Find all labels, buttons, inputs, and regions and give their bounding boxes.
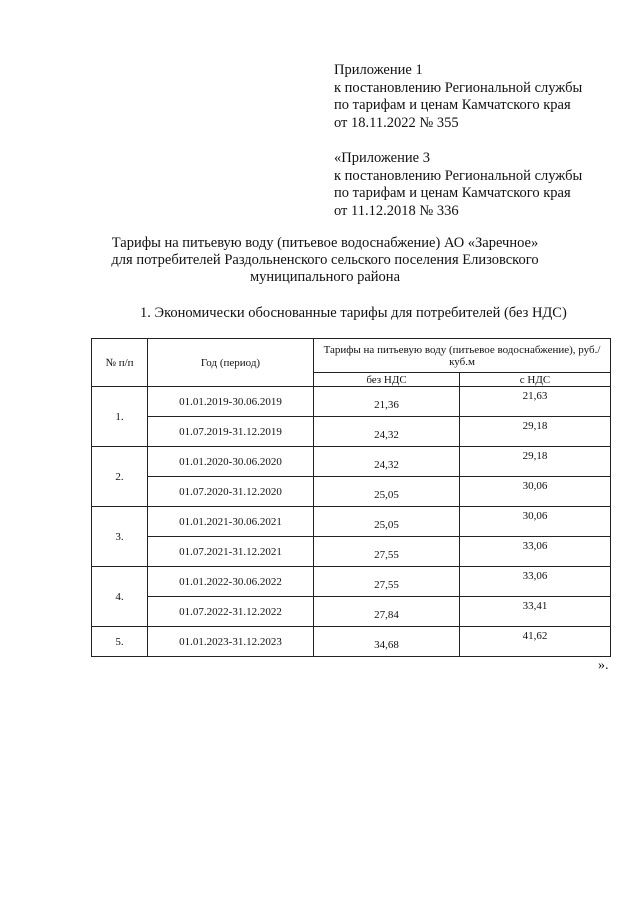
row-without-vat: 25,05 — [314, 477, 460, 507]
row-number: 3. — [92, 507, 148, 567]
row-period: 01.07.2021-31.12.2021 — [148, 537, 314, 567]
row-period: 01.07.2020-31.12.2020 — [148, 477, 314, 507]
title-line: муниципального района — [250, 269, 400, 285]
table-row — [92, 387, 611, 417]
row-without-vat: 21,36 — [314, 387, 460, 417]
row-with-vat: 41,62 — [460, 627, 611, 657]
section-heading: 1. Экономически обоснованные тарифы для потребителей (без НДС) — [140, 305, 567, 321]
appendix-1-line: от 18.11.2022 № 355 — [334, 114, 459, 131]
row-with-vat: 33,06 — [460, 537, 611, 567]
appendix-3-line: от 11.12.2018 № 336 — [334, 202, 459, 219]
table-row — [92, 567, 611, 597]
row-number: 4. — [92, 567, 148, 627]
row-period: 01.01.2023-31.12.2023 — [148, 627, 314, 657]
row-without-vat: 27,55 — [314, 567, 460, 597]
table-row — [92, 477, 611, 507]
header-with-vat: с НДС — [460, 373, 611, 387]
title-line: для потребителей Раздольненского сельского поселения Елизовского — [111, 252, 539, 268]
appendix-3-line: к постановлению Региональной службы — [334, 167, 583, 184]
header-period: Год (период) — [148, 339, 314, 387]
row-period: 01.07.2019-31.12.2019 — [148, 417, 314, 447]
row-without-vat: 25,05 — [314, 507, 460, 537]
header-tariffs: Тарифы на питьевую воду (питьевое водоснабжение), руб./куб.м — [314, 339, 611, 373]
appendix-1-line: к постановлению Региональной службы — [334, 79, 583, 96]
row-number: 1. — [92, 387, 148, 447]
row-without-vat: 27,84 — [314, 597, 460, 627]
row-period: 01.01.2019-30.06.2019 — [148, 387, 314, 417]
table-row — [92, 537, 611, 567]
header-number: № п/п — [92, 339, 148, 387]
row-with-vat: 21,63 — [460, 387, 611, 417]
table-row — [92, 507, 611, 537]
row-without-vat: 24,32 — [314, 417, 460, 447]
row-with-vat: 29,18 — [460, 417, 611, 447]
document-title — [90, 235, 560, 286]
row-number: 5. — [92, 627, 148, 657]
header-without-vat: без НДС — [314, 373, 460, 387]
row-with-vat: 30,06 — [460, 477, 611, 507]
table-row — [92, 627, 611, 657]
row-period: 01.01.2022-30.06.2022 — [148, 567, 314, 597]
row-without-vat: 24,32 — [314, 447, 460, 477]
row-with-vat: 33,41 — [460, 597, 611, 627]
appendix-3-header — [334, 150, 582, 220]
tariffs-table — [91, 338, 611, 657]
row-without-vat: 27,55 — [314, 537, 460, 567]
appendix-3-line: по тарифам и ценам Камчатского края — [334, 185, 571, 202]
appendix-1-header — [334, 62, 582, 132]
row-number: 2. — [92, 447, 148, 507]
row-with-vat: 30,06 — [460, 507, 611, 537]
row-without-vat: 34,68 — [314, 627, 460, 657]
row-period: 01.01.2021-30.06.2021 — [148, 507, 314, 537]
table-row — [92, 417, 611, 447]
table-row — [92, 447, 611, 477]
closing-quote-mark: ». — [598, 658, 609, 673]
row-period: 01.01.2020-30.06.2020 — [148, 447, 314, 477]
appendix-1-line: Приложение 1 — [334, 62, 423, 78]
row-period: 01.07.2022-31.12.2022 — [148, 597, 314, 627]
appendix-3-line: «Приложение 3 — [334, 150, 430, 166]
row-with-vat: 29,18 — [460, 447, 611, 477]
table-row — [92, 597, 611, 627]
appendix-1-line: по тарифам и ценам Камчатского края — [334, 97, 571, 114]
title-line: Тарифы на питьевую воду (питьевое водоснабжение) АО «Заречное» — [111, 235, 539, 251]
row-with-vat: 33,06 — [460, 567, 611, 597]
